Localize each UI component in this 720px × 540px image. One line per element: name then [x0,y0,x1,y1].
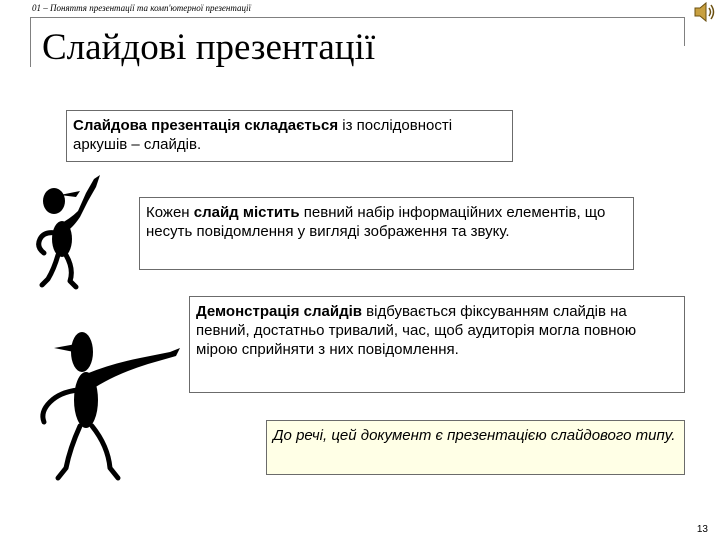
stick-figure-pointing-up-icon [30,173,102,291]
text-box-note [266,420,685,475]
box2-text-b: певний набір інформаційних елементів, що несуть повідомлення у вигляді зображення та звуку. [146,204,606,240]
header-right-rule [684,17,685,46]
box2-text-a: Кожен [146,204,194,221]
box4-text: До речі, цей документ є презентацією слайдового типу. [273,427,676,444]
breadcrumb: 01 – Поняття презентації та комп'ютерної презентації [32,3,251,13]
box2-bold: слайд містить [193,204,300,221]
box3-text: відбувається фіксуванням слайдів на певний, достатньо тривалий, час, щоб аудиторія могла повною мірою сприйняти з них повідомлення. [196,303,637,358]
header-divider [30,17,685,18]
speaker-icon[interactable] [692,0,716,24]
stick-figure-pointing-right-icon [30,318,182,484]
text-box-demonstration [189,296,685,393]
box1-text: із послідовності аркушів – слайдів. [73,117,453,153]
box3-bold: Демонстрація слайдів [196,303,362,320]
page-title: Слайдові презентації [42,27,376,68]
page-number: 13 [696,524,708,535]
header-left-rule [30,17,31,67]
text-box-slide-content [139,197,634,270]
text-box-definition [66,110,513,162]
box1-bold: Слайдова презентація складається [73,117,339,134]
